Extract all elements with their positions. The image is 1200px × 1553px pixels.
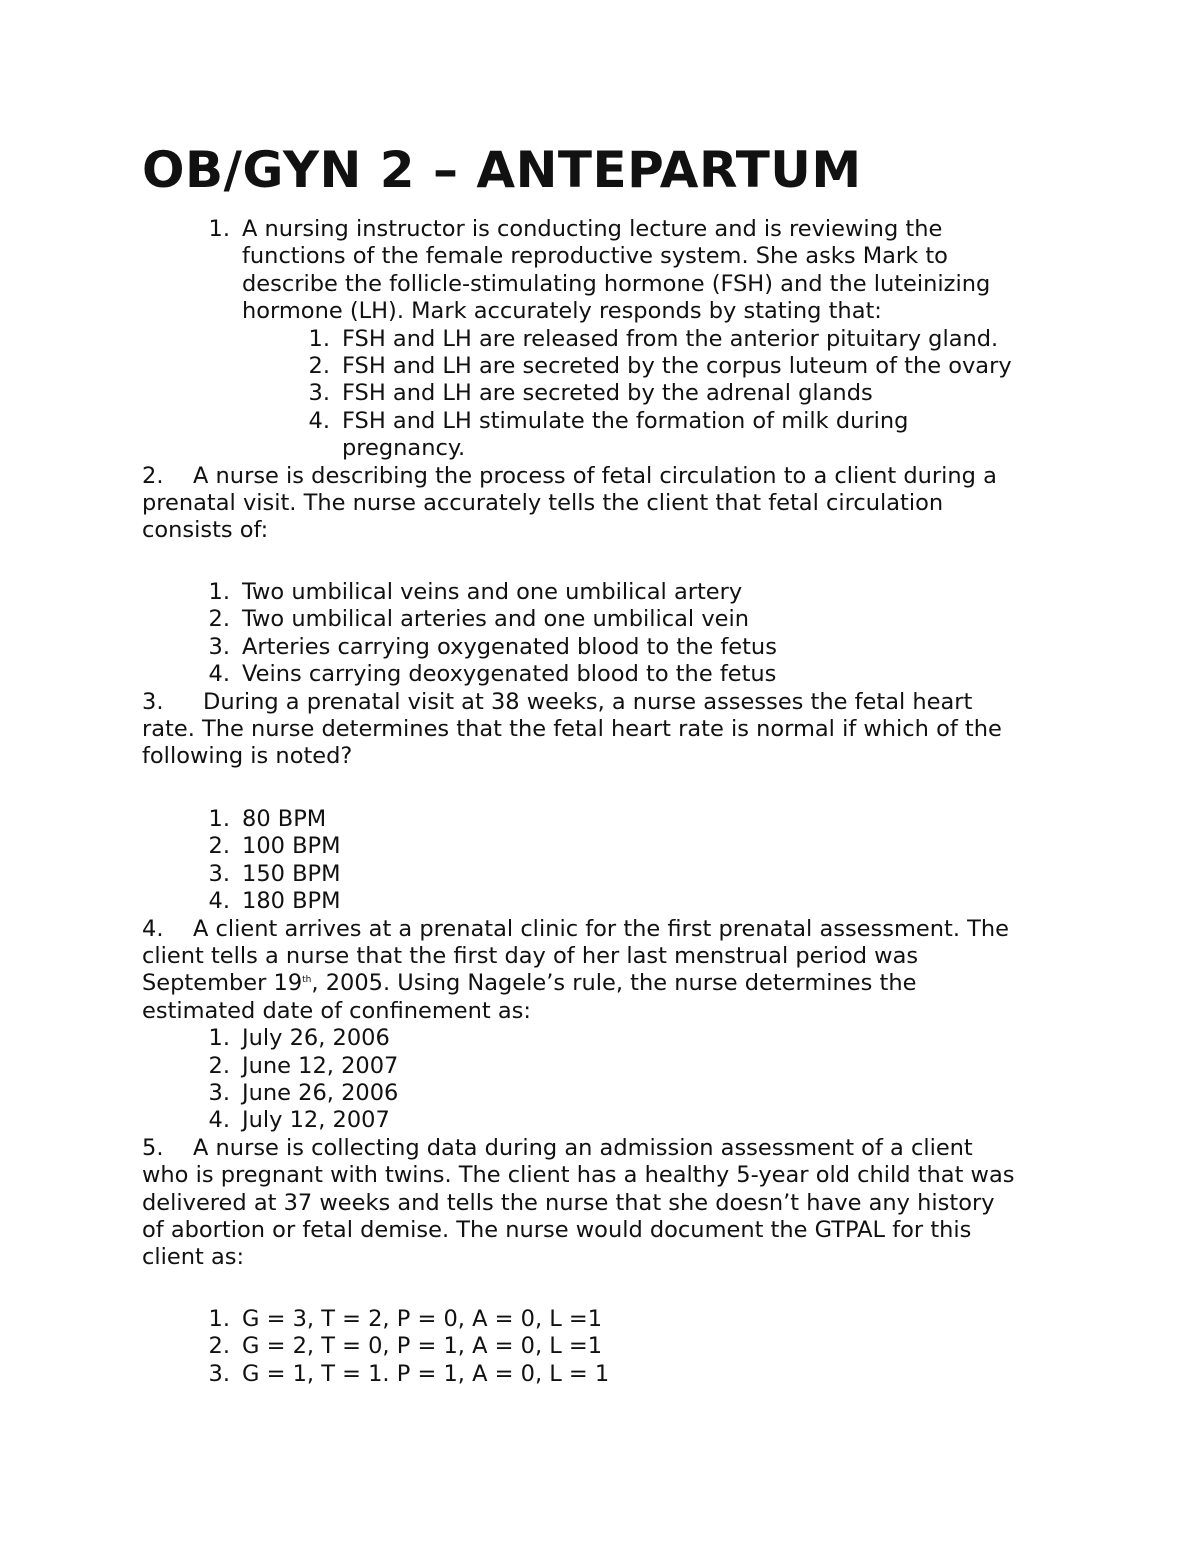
question-text-line: of abortion or fetal demise. The nurse would document the GTPAL for this [142,1217,972,1243]
question-number: 2. [142,462,164,489]
option-text: G = 2, T = 0, P = 1, A = 0, L =1 [242,1333,603,1360]
option-text: 150 BPM [242,860,341,887]
question-number: 1. [208,216,230,242]
question-text-line: hormone (LH). Mark accurately responds by stating that: [242,298,882,325]
option-text: FSH and LH are secreted by the corpus luteum of the ovary [342,353,1012,379]
option-text: June 26, 2006 [242,1080,399,1106]
question-text-line: client tells a nurse that the first day of her last menstrual period was [142,943,919,969]
option-number: 3. [208,860,230,887]
question-text-line: who is pregnant with twins. The client has a healthy 5-year old child that was [142,1162,1015,1189]
option-text: G = 3, T = 2, P = 0, A = 0, L =1 [242,1306,603,1332]
option-number: 4. [208,1107,230,1134]
option-text: June 12, 2007 [242,1052,399,1079]
option-text: 180 BPM [242,888,341,915]
question-text-line: prenatal visit. The nurse accurately tells the client that fetal circulation [142,490,944,516]
question-text-line: rate. The nurse determines that the fetal heart rate is normal if which of the [142,716,1002,742]
question-text-line: estimated date of confinement as: [142,997,531,1024]
option-number: 2. [308,353,330,379]
question-text-line: A client arrives at a prenatal clinic for the first prenatal assessment. The [193,915,1009,942]
option-text: July 26, 2006 [242,1025,390,1052]
option-text: 80 BPM [242,806,327,832]
question-number: 4. [142,915,164,942]
option-number: 4. [208,888,230,915]
option-number: 1. [208,579,230,605]
option-number: 4. [208,661,230,688]
option-text: FSH and LH are released from the anterior pituitary gland. [342,325,999,352]
option-number: 2. [208,833,230,860]
option-number: 3. [208,1080,230,1106]
question-number: 5. [142,1134,164,1161]
option-text: Two umbilical veins and one umbilical artery [242,579,743,605]
question-text-line: functions of the female reproductive system. She asks Mark to [242,243,948,270]
option-number: 1. [208,1025,230,1052]
question-text-line: A nurse is describing the process of fetal circulation to a client during a [193,462,997,489]
option-number: 3. [208,633,230,660]
option-text: FSH and LH stimulate the formation of milk during [342,407,909,434]
option-text: 100 BPM [242,833,341,860]
option-text: pregnancy. [342,435,466,462]
option-text: Two umbilical arteries and one umbilical vein [242,606,749,633]
question-text-line: consists of: [142,517,269,544]
option-text: FSH and LH are secreted by the adrenal glands [342,380,873,407]
question-number: 3. [142,688,164,715]
question-text-line: A nursing instructor is conducting lecture and is reviewing the [242,216,943,242]
option-number: 3. [308,380,330,407]
question-text-line: describe the follicle-stimulating hormone (FSH) and the luteinizing [242,270,991,297]
ordinal-superscript: th [302,975,312,986]
date-text: September 19 [142,970,303,997]
question-text-line: delivered at 37 weeks and tells the nurse that she doesn’t have any history [142,1189,995,1216]
question-text-line: A nurse is collecting data during an admission assessment of a client [193,1134,973,1161]
option-number: 1. [208,806,230,832]
question-text-line: During a prenatal visit at 38 weeks, a nurse assesses the fetal heart [203,688,973,715]
option-text: Arteries carrying oxygenated blood to the fetus [242,633,777,660]
option-number: 1. [308,325,330,352]
option-number: 3. [208,1360,230,1387]
question-text-line [142,970,916,997]
option-number: 2. [208,1052,230,1079]
option-text: G = 1, T = 1. P = 1, A = 0, L = 1 [242,1360,610,1387]
date-text-continued: , 2005. Using Nagele’s rule, the nurse determines the [311,970,917,997]
option-number: 4. [308,407,330,434]
option-text: Veins carrying deoxygenated blood to the fetus [242,661,777,688]
page-title: OB/GYN 2 – ANTEPARTUM [142,141,862,199]
option-text: July 12, 2007 [242,1107,390,1134]
option-number: 1. [208,1306,230,1332]
option-number: 2. [208,606,230,633]
option-number: 2. [208,1333,230,1360]
question-text-line: following is noted? [142,743,353,770]
question-text-line: client as: [142,1244,245,1271]
